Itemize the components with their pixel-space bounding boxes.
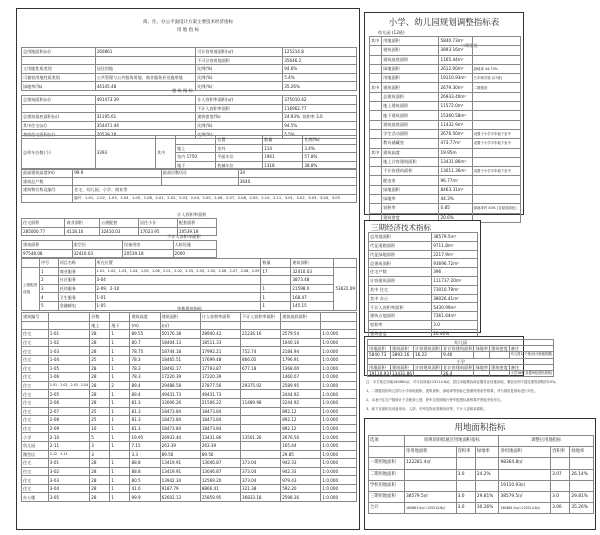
height-table (21, 168, 357, 203)
econ-row: 总用地面积 38579.5m² (369, 233, 478, 242)
land-use-sheet (364, 418, 596, 530)
units-row: 建筑总户数 3640 (22, 177, 357, 186)
land-indicator-table (21, 47, 357, 91)
school-row: 学生活动面积 2676.50m² 设置于小学平车地下室中 (370, 129, 521, 138)
facility-row: 公建配套设施 1 商业服务 1-01、1-02、1-03、1-04、1-05、1-06、2-01、2-02、2-03、2-04、2-05、2-06、2-07、2-08、2-09 17 32410.03 53622.09 (22, 267, 357, 276)
composition-value-row: 285000.77 4118.10 32410.03 17023.95 20539.18 (22, 227, 217, 236)
facility-row: 2 社区服务 3-04 3873.48 (22, 276, 357, 285)
land-section-heading: 用 地 指 标 (176, 28, 200, 33)
econ-row: 住宅户数 396 (369, 268, 478, 277)
footnotes-block (366, 380, 598, 420)
building-row: 住宅 2-08 25 1 81.3 18473.84 18473.84 892.12 1:0.000 (22, 416, 357, 425)
facility-row: 3 托幼服务 2-09、2-10 1 21598.0 (22, 284, 357, 293)
kindergarten-label: 幼儿园 (12班) (378, 30, 405, 35)
build-row: 兼容住宅面积(㎡) 20539.18 比例(%) 5.5% (22, 130, 357, 139)
s-header-row: 用地面积 建筑面积 计容建筑面积 非计容建筑面积 绿地率 建筑密度 备注 (368, 364, 554, 370)
facility-row: 5 金融邮电 1-05 1 145.15 (22, 301, 357, 310)
school-row: 地上建筑面积 11572.0m² (370, 102, 521, 111)
building-table (21, 312, 357, 502)
school-row: 教具储藏室 473.77m² 设置于小学平车地下室中 (370, 139, 521, 148)
building-row: 住宅 1-01 28 1 89.55 50176.38 28940.42 21236.16 2579.54 1:0.000 (22, 330, 357, 339)
econ-row: 计容建筑面积 111737.20m² (369, 276, 478, 285)
parking-row: 地下 机械车位 1318 38.8% (22, 161, 357, 170)
school-row: 不计容建筑面积 13011.36m² 设置于小学平车地下室中 (370, 167, 521, 176)
parking-row: 地上 室外 114 3.4% (22, 144, 357, 153)
school-row: 地下建筑面积 15360.58m² (370, 111, 521, 120)
building-row: 住宅 3-01 28 1 88.8 13419.91 13046.87 373.04 942.33 1:0.000 (22, 459, 357, 468)
s-title-row: 小学 (368, 358, 554, 364)
build-row: 其中住宅(㎡) 354471.44 比例(%) 94.5% (22, 121, 357, 130)
build-indicator-table (21, 95, 357, 139)
k-title-row: 幼儿园 (368, 340, 554, 346)
land-row: 绿地率(%) 44145.48 比例(%) 35.26% (22, 82, 357, 91)
facilities-header-row: 序号 项目名称 所在位置 数量 建筑面积 (22, 259, 357, 268)
econ-table (368, 232, 478, 339)
school-title: 小学、幼儿园规划调整指标表 (388, 18, 500, 28)
econ-indicator-sheet (364, 220, 481, 336)
econ-row: 其中 住宅 73010.79m² (369, 285, 478, 294)
plot-row: 建筑物名称及编号 住宅、幼儿园、小学、商业等 (22, 186, 357, 195)
composition-heading: 计入容积率面积 (177, 212, 207, 217)
building-row: 微型店 2-12、2-13 3 3.3 89.56 89.56 29.85 1:0.000 (22, 450, 357, 459)
school-row: 建筑基底面积 11432.9m² (370, 120, 521, 129)
footnote-line: 2、本表中住宅户数统计不含配套公建，停车位按照现行停车配建标准核算并预留充电车位。 (366, 398, 504, 402)
footnote-line: 3、地下室面积含设备用房、人防、车库及物业管理用房等，不计入容积率面积。 (366, 407, 487, 411)
econ-row: 容积率 3.0 (369, 320, 478, 329)
main-indicator-sheet (16, 8, 360, 530)
econ-row: 不计入容积率面积 5430.99m² (369, 303, 478, 312)
school-row: 地上计容建筑面积 13431.86m² (370, 157, 521, 166)
school-indicator-sheet (364, 12, 524, 220)
parking-table (21, 135, 357, 170)
building-row: 住宅 3-04 28 1 41.0 9187.79 8866.41 321.38 592.20 1:0.000 (22, 484, 357, 493)
building-row: 住宅 1-03 28 1 78.75 18744.18 17992.21 752.74 2184.94 1:0.000 (22, 347, 357, 356)
building-row: 办公楼 3-05 28 1 99.9 62602.13 25859.95 36833.18 2598.36 1:0.000 (22, 493, 357, 502)
school-row: 其中 建筑高度 19.95m (370, 148, 521, 157)
land-use-row: 合计 160861.0㎡=125214.8㎡ 3.0 30.26% 160861.0㎡=125214.8㎡ 3.00 35.26% (369, 503, 594, 514)
land-row: 主用地性质类别 居住用地 比例(%) 94.6% (22, 65, 357, 74)
land-header-row: 选项 原规划审批通过用地面积指标 调整后用地指标 (369, 436, 594, 447)
school-row: 其中 建筑面积 2679.30m² 二期建设 (370, 83, 521, 92)
econ-row: 代征道路面积 9711.8m² (369, 241, 478, 250)
land-use-row: 学校用地面积 19110.93㎡ (369, 480, 594, 491)
land-use-row: 一期用地面积 122281.4㎡ 98364.8㎡ (369, 458, 594, 469)
school-row: 建筑基底面积 1165.44m² (370, 55, 521, 64)
econ-row: 总建筑面积 93696.72m² (369, 259, 478, 268)
building-row: 住宅 2-05 28 1 89.4 49431.73 49431.73 2444.92 1:0.000 (22, 390, 357, 399)
school-row: 其中 用地面积 5840.73m² (370, 37, 521, 46)
school-row: 用地面积 19110.93m² 九年制学校 (27班) (370, 74, 521, 83)
non-counted-header-row: 建筑面积 架空层 设备用房 人防设施 (22, 241, 217, 250)
building-row: 住宅 3-02 28 1 88.8 13419.91 13046.87 373.04 942.33 1:0.000 (22, 467, 357, 476)
land-subheader-row: 净用地面积 容积率 绿地率 净用地面积 容积率 绿地率 (369, 447, 594, 458)
kindergarten-small-table (367, 339, 554, 377)
econ-row: 建筑密度 20.40% (369, 329, 478, 338)
land-use-title: 用地面积指标 (454, 423, 506, 433)
econ-row: 建筑占地面积 7361.64m² (369, 312, 478, 321)
school-row: 建筑密度 20.6% (370, 213, 521, 222)
k-value-row: 5840.73 3893.16 16.22 9.46 幼儿园12个班(设计班级规模) (369, 352, 553, 358)
plot-row-2: 编号：1-01、1-02、1-03、1-04、1-05、1-06、2-01、2-02、2-03、2-04、2-05、2-06、2-07、2-08、2-09、2-10、2-11、3-01、3-02、3-03、3-04、3-05 (22, 194, 357, 203)
school-row: 建筑面积 3893.16m² (370, 46, 521, 55)
school-row: 绿地面积 8463.31m² (370, 185, 521, 194)
build-row: 不计入容积率面积 116962.77 (22, 104, 357, 113)
kindergarten-small-sheet (364, 336, 553, 377)
composition-header-row: 住宅面积 商业面积 公建配套 居住小计 配套面积 (22, 219, 217, 228)
non-counted-heading: 不计入容积率面积 (167, 234, 201, 239)
school-row: 配电室 96.77m² (370, 176, 521, 185)
sheet-title: 商、住、办公平面设计方案主要技术经济指标 (143, 20, 233, 25)
school-row: 容积率 0.85 绿地率约 40% (含屋顶绿化) (370, 204, 521, 213)
econ-title: 三期经济技术指标 (371, 223, 431, 232)
building-row: 住宅 1-05 28 1 78.3 18492.17 17793.87 677.18 1368.00 1:0.000 (22, 364, 357, 373)
k-header-row: 用地面积 建筑面积 计容建筑面积 非计容建筑面积 绿地率 建筑密度 备注 (368, 346, 554, 352)
land-row: 不可计容用地面积 35646.2 (22, 56, 357, 65)
econ-row: 其中 办公 38026.41m² (369, 294, 478, 303)
build-section-heading: 建 筑 指 标 (172, 88, 193, 93)
building-row: 住宅 1-06 28 1 78.3 17220.39 17220.39 1460.07 1:0.000 (22, 373, 357, 382)
building-row: 住宅 2-07 25 1 81.3 18473.84 18473.84 892.12 1:0.000 (22, 407, 357, 416)
build-row: 总建筑基底面积(㎡) 31195.61 建筑密度(%) 24.93% 容积率 3.0 (22, 113, 357, 122)
building-row: 住宅 2-01、2-02、2-03、2-04 28 2 89.4 29488.58 27877.56 29375.02 2589.95 1:0.000 (22, 381, 357, 390)
non-counted-value-row: 97548.08 32410.03 20539.18 2000 (22, 249, 217, 258)
parking-row: 室内 1750 平面车位 1961 57.8% (22, 153, 357, 162)
land-row: 可兼容用地性质类别 公共管理与公共服务用地、商业服务业设施用地 比例(%) 5.4% (22, 73, 357, 82)
land-use-row: 二期用地面积 3.0 24.2% 3.07 26.14% (369, 469, 594, 480)
land-row: 总用地面积(㎡) 160861 可计容用地面积(㎡) 125214.8 (22, 48, 357, 57)
facilities-table (21, 258, 357, 311)
building-row: 住宅 3-03 28 1 80.5 13942.34 12569.20 373.04 979.43 1:0.000 (22, 476, 357, 485)
school-row: 总建筑面积 26933.40m² (370, 92, 521, 101)
school-row: 绿地面积 2612.00m² 绿地率 44.73% (370, 64, 521, 73)
footnote-line: 1、二期建设的幼儿园与小学用地面积、建筑面积、绿地率等指标已按照规划条件核算，并与原批复指标进行对比。 (366, 389, 538, 393)
non-counted-table (21, 240, 217, 258)
footnote-line: 注：本方案总用地160861㎡，可计容用地125214.8㎡，居住用地兼容商业服务业设施用地，兼容比例不超过建筑面积的10%。 (366, 380, 559, 384)
building-row: 住宅 1-04 25 1 78.3 18465.51 17699.48 866.05 1796.91 1:0.000 (22, 355, 357, 364)
school-row: 绿地率 44.3% (370, 195, 521, 204)
land-use-table (368, 435, 594, 514)
building-row: 住宅 1-02 28 1 80.7 18404.13 18511.33 1040.16 1:0.000 (22, 338, 357, 347)
building-subheader-row: 地上 地下 (m) (㎡) (22, 321, 357, 330)
building-row: 住宅 2-09 16 1 81.3 18473.84 18473.84 892.12 1:0.000 (22, 424, 357, 433)
s-value-row: 19110.93 13431.86 26.4 小学18班 设置9班(图形规格) (369, 371, 553, 377)
height-row: 最高建筑高度(m) 99.9 最高层数(层) 34 (22, 169, 357, 178)
building-row: 住宅 2-06 28 1 81.3 33006.26 21506.22 11489.98 2244.92 1:0.000 (22, 398, 357, 407)
building-header-row: 建筑编号 层数 建筑高度 建筑面积 计入容积率面积 不计入容积率面积 建筑基底面积 (22, 313, 357, 322)
build-row: 总建筑面积(㎡) 491473.39 计入容积率面积(㎡) 375010.42 (22, 96, 357, 105)
building-row: 幼儿园 2-11 3 1 7.15 263.39 263.39 165.44 1:0.000 (22, 441, 357, 450)
land-use-row: 三期用地面积 38579.5㎡ 3.0 29.81% 38579.5㎡ 3.0 29.81% (369, 491, 594, 502)
kindergarten-phase: 二期建设 (461, 43, 478, 48)
econ-row: 代征绿地面积 2217.9m² (369, 250, 478, 259)
building-row: 小学 2-10 5 1 19.95 26933.40 13431.86 13501.26 2676.50 1:0.000 (22, 433, 357, 442)
facility-row: 4 卫生服务 1-01 1 168.47 (22, 293, 357, 302)
parking-row: 总停车位数(个) 3393 其中 位置 数量 比例(%) (22, 136, 357, 145)
building-table-heading: 单栋建筑指标 (177, 306, 203, 311)
school-table (369, 36, 521, 223)
